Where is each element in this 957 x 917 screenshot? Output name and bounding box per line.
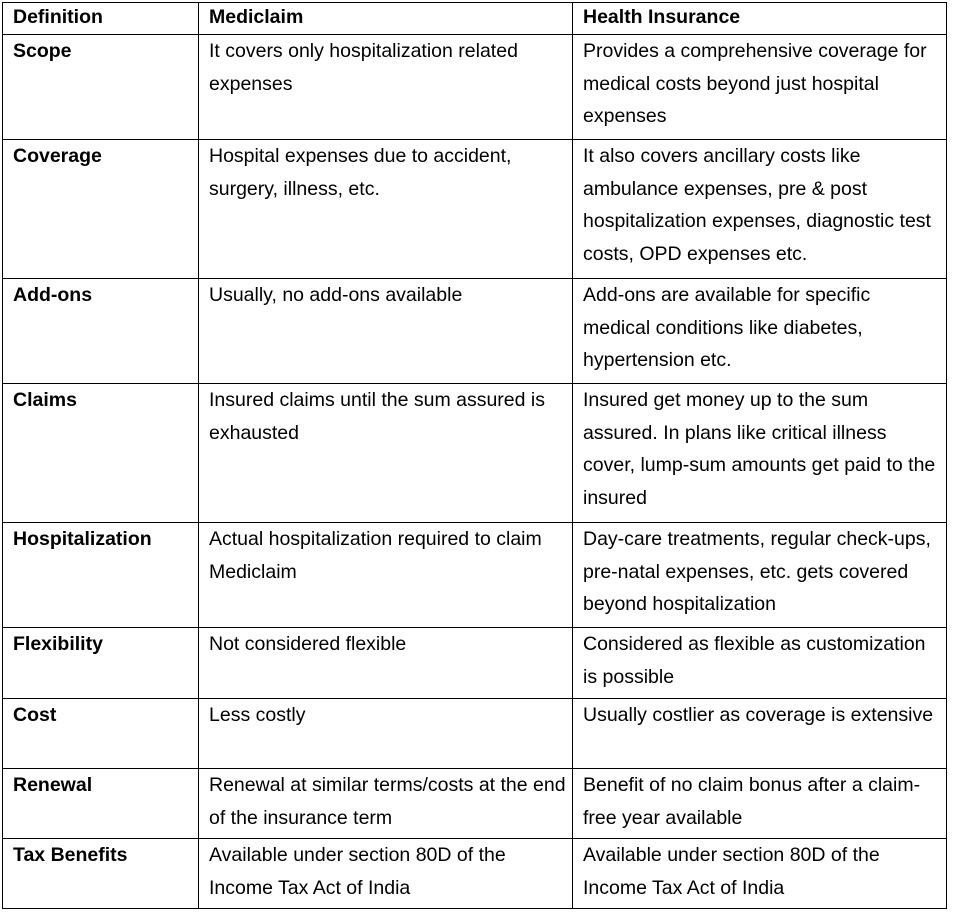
header-definition: Definition: [3, 3, 199, 35]
table-row: [3, 523, 947, 628]
row-mediclaim: Hospital expenses due to accident, surgery, illness, etc.: [199, 140, 573, 279]
row-definition: Hospitalization: [3, 523, 199, 628]
header-mediclaim: Mediclaim: [199, 3, 573, 35]
row-mediclaim: Available under section 80D of the Income Tax Act of India: [199, 839, 573, 909]
row-mediclaim: Insured claims until the sum assured is exhausted: [199, 384, 573, 523]
row-health-insurance: Provides a comprehensive coverage for medical costs beyond just hospital expenses: [573, 35, 947, 140]
table-row: [3, 839, 947, 909]
table-row: [3, 279, 947, 384]
row-health-insurance: Insured get money up to the sum assured. In plans like critical illness cover, lump-sum amounts get paid to the insured: [573, 384, 947, 523]
row-mediclaim: It covers only hospitalization related expenses: [199, 35, 573, 140]
row-definition: Flexibility: [3, 628, 199, 699]
table-row: [3, 628, 947, 699]
table-row: [3, 35, 947, 140]
row-health-insurance: Usually costlier as coverage is extensive: [573, 699, 947, 769]
row-definition: Tax Benefits: [3, 839, 199, 909]
row-health-insurance: Add-ons are available for specific medical conditions like diabetes, hypertension etc.: [573, 279, 947, 384]
row-definition: Coverage: [3, 140, 199, 279]
table-row: [3, 140, 947, 279]
row-mediclaim: Less costly: [199, 699, 573, 769]
row-mediclaim: Not considered flexible: [199, 628, 573, 699]
table-row: [3, 769, 947, 839]
row-mediclaim: Renewal at similar terms/costs at the end of the insurance term: [199, 769, 573, 839]
row-definition: Renewal: [3, 769, 199, 839]
row-health-insurance: Benefit of no claim bonus after a claim-free year available: [573, 769, 947, 839]
row-health-insurance: Considered as flexible as customization is possible: [573, 628, 947, 699]
table-row: [3, 384, 947, 523]
row-definition: Scope: [3, 35, 199, 140]
comparison-table: [2, 2, 947, 909]
row-health-insurance: It also covers ancillary costs like ambulance expenses, pre & post hospitalization expenses, diagnostic test costs, OPD expenses etc.: [573, 140, 947, 279]
row-mediclaim: Usually, no add-ons available: [199, 279, 573, 384]
row-health-insurance: Available under section 80D of the Income Tax Act of India: [573, 839, 947, 909]
row-definition: Claims: [3, 384, 199, 523]
header-health-insurance: Health Insurance: [573, 3, 947, 35]
row-mediclaim: Actual hospitalization required to claim Mediclaim: [199, 523, 573, 628]
row-definition: Add-ons: [3, 279, 199, 384]
row-definition: Cost: [3, 699, 199, 769]
table-row: [3, 699, 947, 769]
table-header-row: [3, 3, 947, 35]
row-health-insurance: Day-care treatments, regular check-ups, pre-natal expenses, etc. gets covered beyond hospitalization: [573, 523, 947, 628]
